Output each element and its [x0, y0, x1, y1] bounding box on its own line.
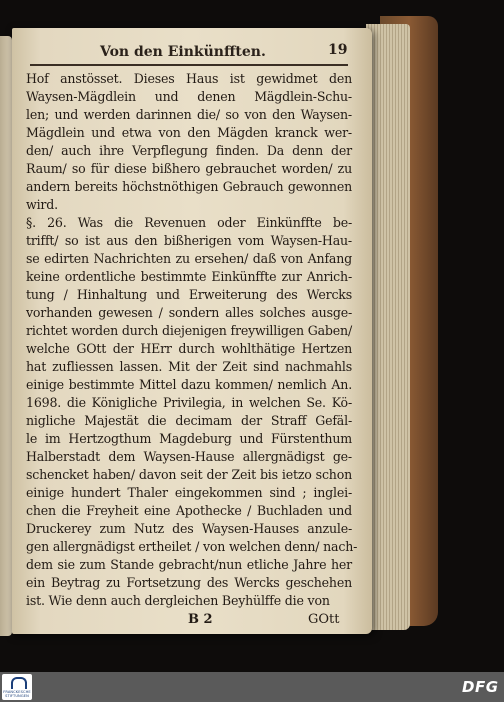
text-line: ist. Wie denn auch dergleichen Beyhülffe die von [26, 593, 330, 608]
header-rule [30, 64, 348, 66]
text-line: se edirten Nachrichten zu ersehen/ daß von Anfang [26, 251, 352, 266]
text-line: wird. [26, 197, 58, 212]
logo-arch-icon [11, 677, 27, 689]
text-line: den/ auch ihre Verpflegung finden. Da denn der [26, 143, 352, 158]
page-number: 19 [328, 42, 348, 58]
text-line: dem sie zum Stande gebracht/nun etliche Jahre her [26, 557, 352, 572]
text-line: Waysen-Mägdlein und denen Mägdlein-Schu- [26, 89, 352, 104]
text-line: nigliche Majestät die decimam der Straff Gefäl- [26, 413, 352, 428]
footer-bar [0, 672, 504, 702]
text-line: le im Hertzogthum Magdeburg und Fürstenthum [26, 431, 352, 446]
text-line: einige bestimmte Mittel dazu kommen/ nemlich An. [26, 377, 352, 392]
text-line: welche GOtt der HErr durch wohlthätige Hertzen [26, 341, 352, 356]
dfg-logo: DFG [462, 678, 499, 696]
facing-page-edge [0, 36, 12, 636]
text-line: vorhanden gewesen / sondern alles solches ausge- [26, 305, 352, 320]
text-line: Raum/ so für diese bißhero gebrauchet worden/ zu [26, 161, 352, 176]
text-line: andern bereits höchstnöthigen Gebrauch gewonnen [26, 179, 352, 194]
running-head: Von den Einkünfften. [100, 44, 266, 60]
text-line: einige hundert Thaler eingekommen sind ; inglei- [26, 485, 352, 500]
text-line: gen allergnädigst ertheilet / von welchen denn/ nach- [26, 539, 358, 554]
text-line: richtet worden durch diejenigen freywilligen Gaben/ [26, 323, 352, 338]
page-edges [366, 24, 410, 630]
text-line: §. 26. Was die Revenuen oder Einkünffte be- [26, 215, 352, 230]
text-line: schencket haben/ davon seit der Zeit bis ietzo schon [26, 467, 352, 482]
catchword: GOtt [308, 612, 340, 627]
text-line: len; und werden darinnen die/ so von den Waysen- [26, 107, 352, 122]
text-line: tung / Hinhaltung und Erweiterung des Wercks [26, 287, 352, 302]
text-line: ein Beytrag zu Fortsetzung des Wercks geschehen [26, 575, 352, 590]
text-line: Hof anstösset. Dieses Haus ist gewidmet den [26, 71, 352, 86]
text-line: chen die Freyheit eine Apothecke / Buchladen und [26, 503, 352, 518]
text-line: Druckerey zum Nutz des Waysen-Hauses anzule- [26, 521, 352, 536]
institution-logo [2, 674, 32, 700]
institution-logo-text: FRANCKESCHE STIFTUNGEN [3, 690, 31, 698]
text-line: hat zufliessen lassen. Mit der Zeit sind nachmahls [26, 359, 352, 374]
text-line: 1698. die Königliche Privilegia, in welchen Se. Kö- [26, 395, 352, 410]
text-line: keine ordentliche bestimmte Einkünffte zur Anrich- [26, 269, 352, 284]
signature-mark: B 2 [188, 612, 213, 627]
text-line: trifft/ so ist aus den bißherigen vom Waysen-Hau- [26, 233, 352, 248]
text-line: Mägdlein und etwa von den Mägden kranck wer- [26, 125, 352, 140]
text-line: Halberstadt dem Waysen-Hause allergnädigst ge- [26, 449, 352, 464]
